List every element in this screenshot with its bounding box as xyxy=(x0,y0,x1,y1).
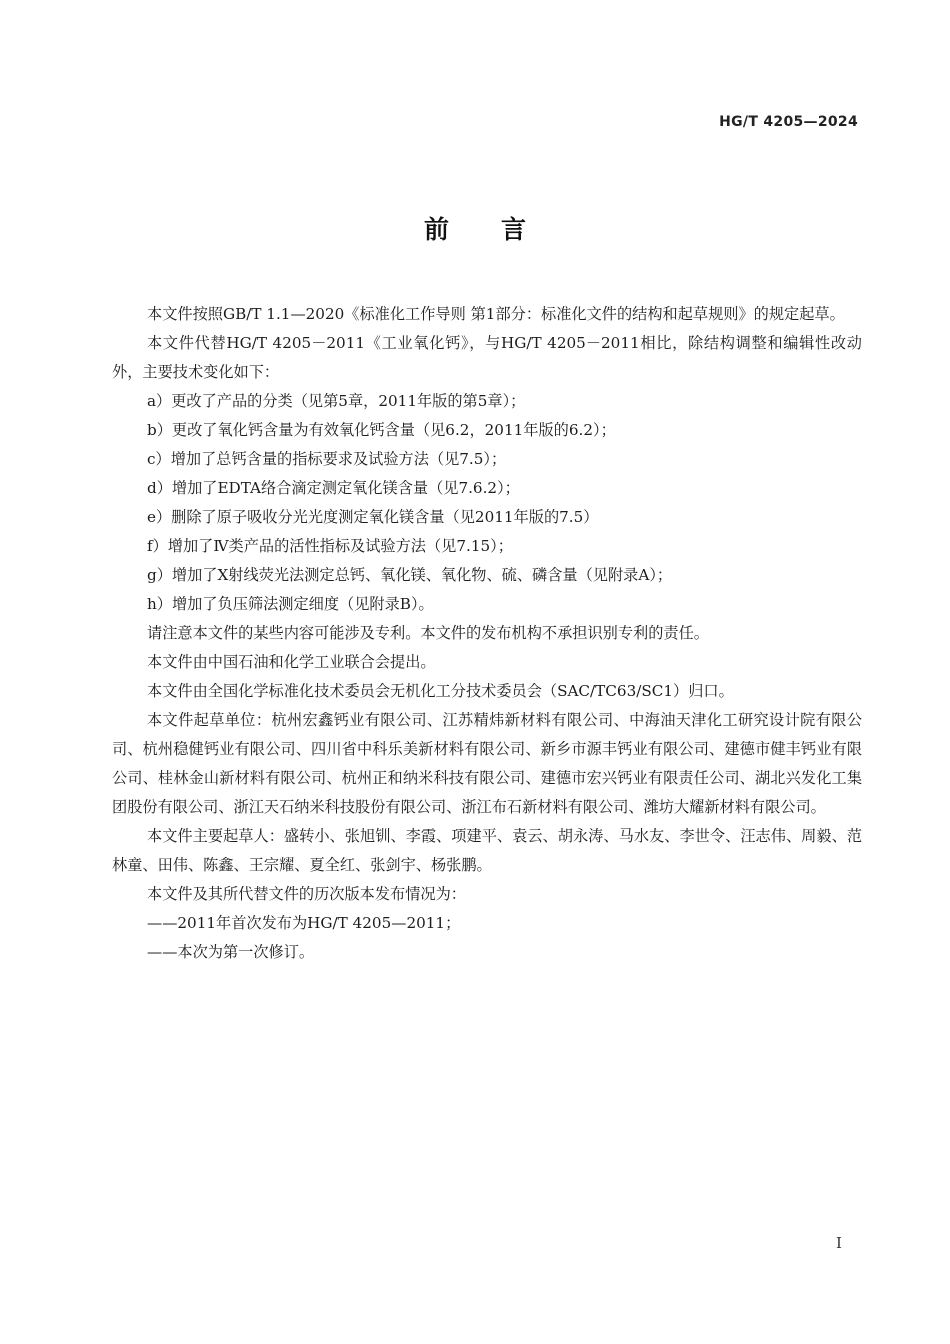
paragraph-history-intro: 本文件及其所代替文件的历次版本发布情况为： xyxy=(147,885,466,903)
history-item-current: ——本次为第一次修订。 xyxy=(147,943,315,961)
paragraph-drafters: 本文件主要起草人：盛转小、张旭钏、李霞、项建平、袁云、胡永涛、马水友、李世令、汪志伟、周毅、范林童、田伟、陈鑫、王宗耀、夏全红、张剑宇、杨张鹏。 xyxy=(112,827,862,874)
change-item-d: d）增加了EDTA络合滴定测定氧化镁含量（见7.6.2）； xyxy=(147,479,520,497)
change-item-f: f）增加了Ⅳ类产品的活性指标及试验方法（见7.15）； xyxy=(147,537,513,555)
paragraph-patent-notice: 请注意本文件的某些内容可能涉及专利。本文件的发布机构不承担识别专利的责任。 xyxy=(147,624,709,642)
change-item-e: e）删除了原子吸收分光光度测定氧化镁含量（见2011年版的7.5） xyxy=(147,508,599,526)
change-item-c: c）增加了总钙含量的指标要求及试验方法（见7.5）； xyxy=(147,450,507,468)
paragraph-committee: 本文件由全国化学标准化技术委员会无机化工分技术委员会（SAC/TC63/SC1）归口。 xyxy=(147,682,734,700)
page-number: I xyxy=(836,1234,842,1252)
page-title: 前言 xyxy=(423,215,578,244)
change-item-g: g）增加了X射线荧光法测定总钙、氧化镁、氧化物、硫、磷含量（见附录A）； xyxy=(147,566,673,584)
paragraph-drafting-units: 本文件起草单位：杭州宏鑫钙业有限公司、江苏精炜新材料有限公司、中海油天津化工研究设计院有限公司、杭州稳健钙业有限公司、四川省中科乐美新材料有限公司、新乡市源丰钙业有限公司、建德市健丰钙业有限公司、桂林金山新材料有限公司、杭州正和纳米科技有限公司、建德市宏兴钙业有限责任公司、湖北兴发化工集团股份有限公司、浙江天石纳米科技股份有限公司、浙江布石新材料有限公司、潍坊大耀新材料有限公司。 xyxy=(112,711,862,816)
paragraph-proposer: 本文件由中国石油和化学工业联合会提出。 xyxy=(147,653,436,671)
paragraph-replacement: 本文件代替HG/T 4205－2011《工业氧化钙》，与HG/T 4205－2011相比，除结构调整和编辑性改动外，主要技术变化如下： xyxy=(112,334,862,381)
change-item-a: a）更改了产品的分类（见第5章，2011年版的第5章）； xyxy=(147,392,526,410)
foreword-body xyxy=(112,300,862,967)
standard-number: HG/T 4205—2024 xyxy=(719,114,858,130)
paragraph-drafting-rules: 本文件按照GB/T 1.1—2020《标准化工作导则 第1部分：标准化文件的结构和起草规则》的规定起草。 xyxy=(147,305,845,323)
change-item-h: h）增加了负压筛法测定细度（见附录B）。 xyxy=(147,595,434,613)
history-item-2011: ——2011年首次发布为HG/T 4205—2011； xyxy=(147,914,461,932)
change-item-b: b）更改了氧化钙含量为有效氧化钙含量（见6.2，2011年版的6.2）； xyxy=(147,421,616,439)
